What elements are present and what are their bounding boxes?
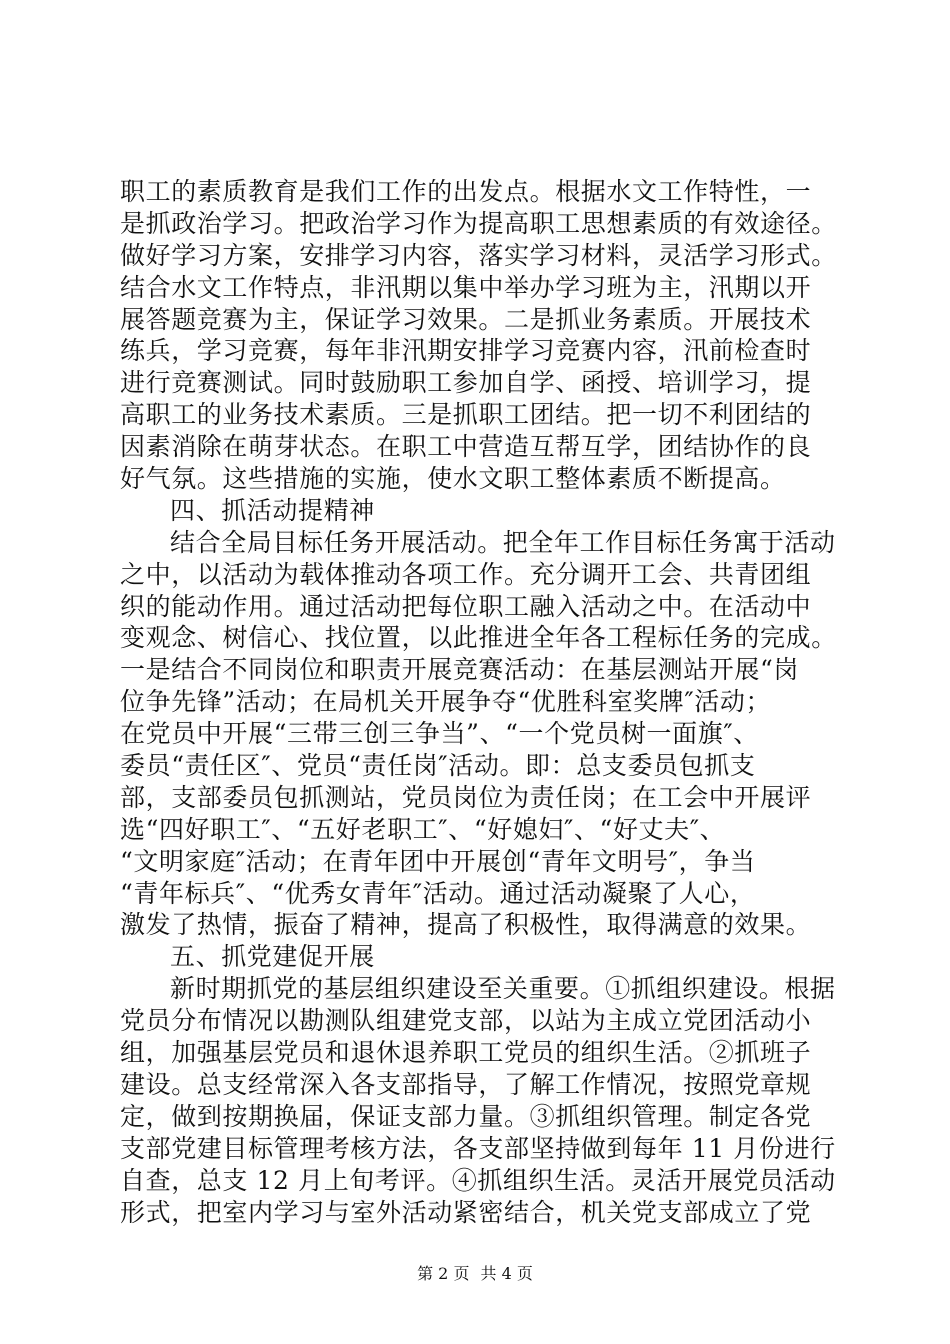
- text-line: 定，做到按期换届，保证支部力量。③抓组织管理。制定各党: [120, 1101, 812, 1131]
- text-line: “青年标兵″、“优秀女青年″活动。通过活动凝聚了人心，: [120, 878, 756, 908]
- text-line: 做好学习方案，安排学习内容，落实学习材料，灵活学习形式。: [120, 240, 837, 270]
- text-line: 新时期抓党的基层组织建设至关重要。①抓组织建设。根据: [170, 974, 836, 1004]
- document-body: [120, 176, 836, 1228]
- text-line: “文明家庭″活动；在青年团中开展创“青年文明号″，争当: [120, 846, 756, 876]
- text-line: 建设。总支经常深入各支部指导，了解工作情况，按照党章规: [120, 1069, 812, 1099]
- text-line: 进行竞赛测试。同时鼓励职工参加自学、函授、培训学习，提: [120, 368, 812, 398]
- section-heading: 四、抓活动提精神: [170, 495, 375, 525]
- page-number: 第 2 页: [417, 1264, 470, 1283]
- text-line: 一是结合不同岗位和职责开展竞赛活动：在基层测站开展“岗: [120, 655, 799, 685]
- page-footer: [0, 1264, 950, 1284]
- text-line: 好气氛。这些措施的实施，使水文职工整体素质不断提高。: [120, 464, 786, 494]
- text-line: 因素消除在萌芽状态。在职工中营造互帮互学，团结协作的良: [120, 432, 812, 462]
- text-line: 自查，总支 12 月上旬考评。④抓组织生活。灵活开展党员活动: [120, 1165, 836, 1195]
- text-line: 练兵，学习竞赛，每年非汛期安排学习竞赛内容，汛前检查时: [120, 336, 812, 366]
- text-line: 部，支部委员包抓测站，党员岗位为责任岗；在工会中开展评: [120, 782, 812, 812]
- text-line: 是抓政治学习。把政治学习作为提高职工思想素质的有效途径。: [120, 208, 837, 238]
- text-line: 在党员中开展“三带三创三争当”、“一个党员树一面旗″、: [120, 719, 759, 749]
- text-line: 展答题竞赛为主，保证学习效果。二是抓业务素质。开展技术: [120, 304, 812, 334]
- text-line: 支部党建目标管理考核方法，各支部坚持做到每年 11 月份进行: [120, 1133, 836, 1163]
- text-line: 高职工的业务技术素质。三是抓职工团结。把一切不利团结的: [120, 400, 812, 430]
- text-line: 委员“责任区″、党员“责任岗″活动。即：总支委员包抓支: [120, 751, 756, 781]
- text-line: 职工的素质教育是我们工作的出发点。根据水文工作特性，一: [120, 177, 812, 206]
- section-heading: 五、抓党建促开展: [170, 942, 375, 972]
- text-line: 激发了热情，振奋了精神，提高了积极性，取得满意的效果。: [120, 910, 812, 940]
- text-line: 织的能动作用。通过活动把每位职工融入活动之中。在活动中: [120, 591, 812, 621]
- text-line: 组，加强基层党员和退休退养职工党员的组织生活。②抓班子: [120, 1038, 812, 1068]
- text-line: 形式，把室内学习与室外活动紧密结合，机关党支部成立了党: [120, 1197, 812, 1227]
- text-line: 选“四好职工″、“五好老职工″、“好媳妇″、“好丈夫″、: [120, 814, 726, 844]
- text-line: 结合全局目标任务开展活动。把全年工作目标任务寓于活动: [170, 527, 836, 557]
- text-line: 变观念、树信心、找位置，以此推进全年各工程标任务的完成。: [120, 623, 837, 653]
- text-line: 党员分布情况以勘测队组建党支部，以站为主成立党团活动小: [120, 1006, 812, 1036]
- text-line: 结合水文工作特点，非汛期以集中举办学习班为主，汛期以开: [120, 272, 812, 302]
- page-total: 共 4 页: [480, 1264, 533, 1283]
- text-line: 之中，以活动为载体推动各项工作。充分调开工会、共青团组: [120, 559, 812, 589]
- text-line: 位争先锋”活动；在局机关开展争夺“优胜科室奖牌″活动；: [120, 687, 772, 717]
